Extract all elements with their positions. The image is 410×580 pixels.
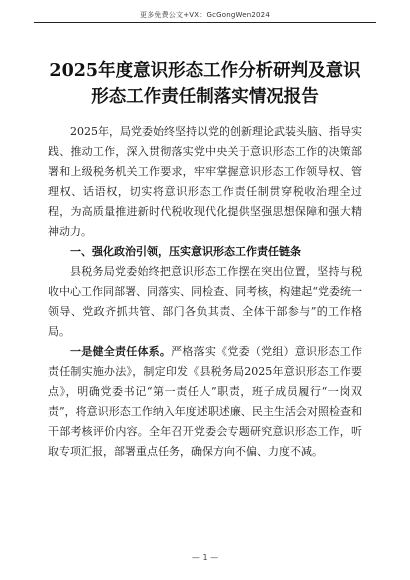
point-1-lead: 一是健全责任体系。 <box>70 345 172 358</box>
section-1-paragraph: 县税务局党委始终把意识形态工作摆在突出位置，坚持与税收中心工作同部署、同落实、同检查、同考核，构建起“党委统一领导、党政齐抓共管、部门各负其责、全体干部参与”的工作格局。 <box>48 265 362 338</box>
header-note: 更多免费公文+VX：GcGongWen2024 <box>140 11 270 19</box>
point-1-paragraph <box>48 342 362 462</box>
header-divider <box>34 22 376 23</box>
page-number: — 1 — <box>191 553 219 562</box>
point-1-body: 严格落实《党委（党组）意识形态工作责任制实施办法》，制定印发《县税务局2025年意识形态工作要点》，明确党委书记“第一责任人”职责，班子成员履行“一岗双责”，将意识形态工作纳入年度述职述廉、民主生活会对照检查和干部考核评价内容。全年召开党委会专题研究意识形态工作，听取专项汇报，部署重点任务，确保方向不偏、力度不减。 <box>48 345 363 458</box>
document-body <box>48 122 362 462</box>
title-line-1: 2025年度意识形态工作分析研判及意识 <box>49 61 361 81</box>
section-1-heading: 一、强化政治引领，压实意识形态工作责任链条 <box>70 245 301 258</box>
title-line-2: 形态工作责任制落实情况报告 <box>91 87 319 107</box>
document-title <box>40 58 370 110</box>
intro-paragraph: 2025年，局党委始终坚持以党的创新理论武装头脑、指导实践、推动工作，深入贯彻落实党中央关于意识形态工作的决策部署和上级税务机关工作要求，牢牢掌握意识形态工作领导权、管理权、话语权，切实将意识形态工作责任制贯穿税收治理全过程，为高质量推进新时代税收现代化提供坚强思想保障和强大精神动力。 <box>48 125 362 238</box>
